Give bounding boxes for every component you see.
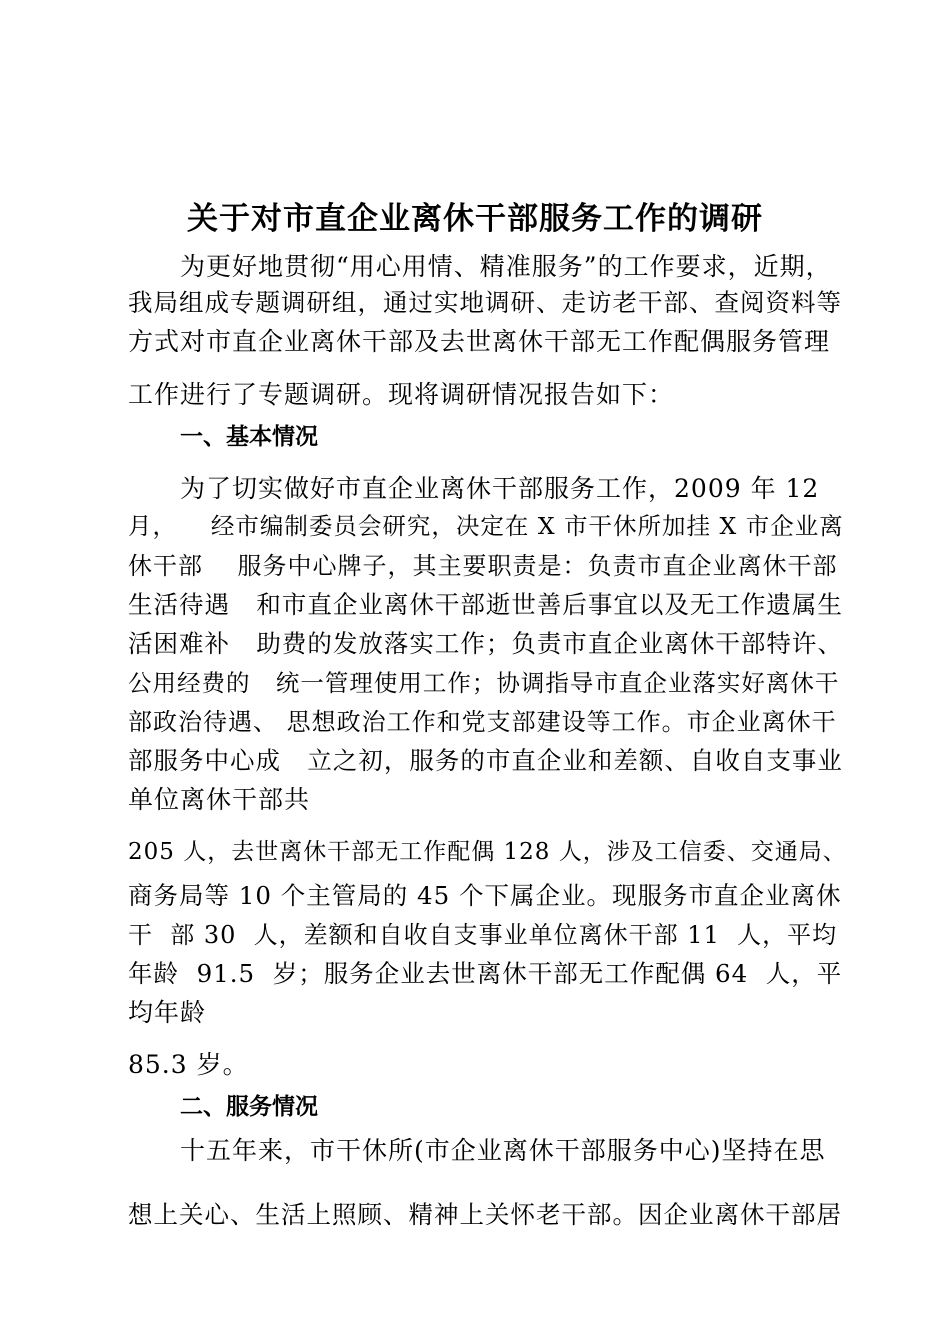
section1-line-1: 为了切实做好市直企业离休干部服务工作，2009 年 12 (180, 474, 820, 503)
section1-line-8: 部服务中心成 立之初，服务的市直企业和差额、自收自支事业 (128, 746, 843, 775)
section1-line-5: 活困难补 助费的发放落实工作；负责市直企业离休干部特许、 (128, 629, 843, 658)
section1-line-6: 公用经费的 统一管理使用工作；协调指导市直企业落实好离休干 (128, 669, 840, 697)
intro-line-2: 我局组成专题调研组，通过实地调研、走访老干部、查阅资料等 (128, 288, 842, 317)
section1-line-9: 单位离休干部共 (128, 785, 311, 814)
section1-line-13: 年龄 91.5 岁；服务企业去世离休干部无工作配偶 64 人，平 (128, 959, 843, 988)
section1-line-4: 生活待遇 和市直企业离休干部逝世善后事宜以及无工作遗属生 (128, 590, 843, 619)
section1-line-2: 月， 经市编制委员会研究，决定在 X 市干休所加挂 X 市企业离 (128, 512, 844, 540)
section2-line-1: 十五年来，市干休所(市企业离休干部服务中心)坚持在思 (180, 1136, 826, 1165)
intro-line-1: 为更好地贯彻“用心用情、精准服务”的工作要求，近期， (180, 252, 832, 281)
section-heading-basic: 一、基本情况 (180, 424, 318, 450)
section1-line-11: 商务局等 10 个主管局的 45 个下属企业。现服务市直企业离休 (128, 881, 842, 910)
section1-line-10: 205 人，去世离休干部无工作配偶 128 人，涉及工信委、交通局、 (128, 839, 847, 865)
intro-line-4: 工作进行了专题调研。现将调研情况报告如下： (128, 380, 675, 409)
section1-line-15: 85.3 岁。 (128, 1050, 249, 1079)
section1-line-3: 休干部 服务中心牌子，其主要职责是：负责市直企业离休干部 (128, 552, 838, 580)
intro-line-3: 方式对市直企业离休干部及去世离休干部无工作配偶服务管理 (128, 327, 831, 356)
document-title: 关于对市直企业离休干部服务工作的调研 (187, 201, 763, 237)
section1-line-7: 部政治待遇、 思想政治工作和党支部建设等工作。市企业离休干 (128, 708, 837, 736)
section-heading-service: 二、服务情况 (180, 1094, 318, 1120)
section1-line-14: 均年龄 (128, 998, 207, 1027)
section2-line-2: 想上关心、生活上照顾、精神上关怀老干部。因企业离休干部居 (128, 1200, 842, 1229)
section1-line-12: 干 部 30 人，差额和自收自支事业单位离休干部 11 人，平均 (128, 921, 838, 949)
